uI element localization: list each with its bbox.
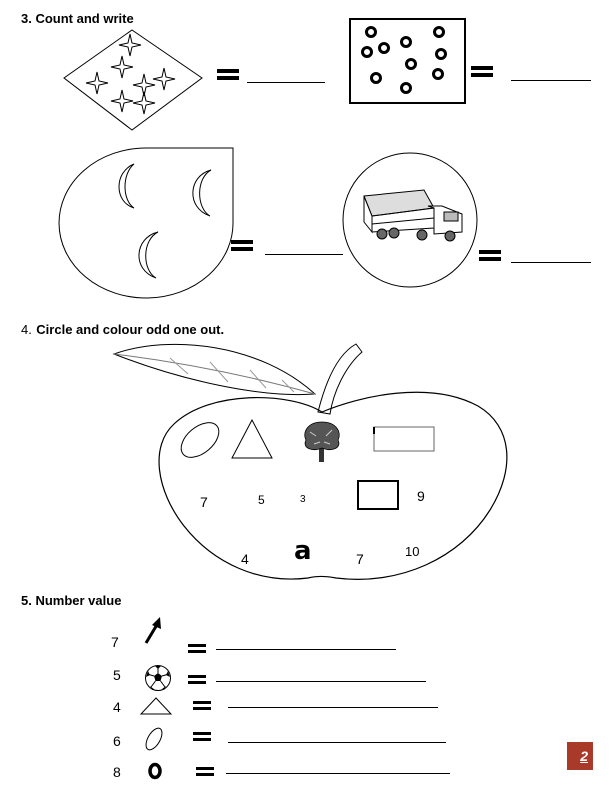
answer-line[interactable] bbox=[511, 80, 591, 81]
answer-line[interactable] bbox=[216, 649, 396, 650]
square-rings-figure bbox=[349, 18, 467, 104]
equals-sign bbox=[231, 240, 253, 251]
triangle-shape[interactable] bbox=[230, 418, 274, 460]
ring-icon bbox=[363, 48, 372, 57]
equals-sign bbox=[196, 767, 214, 776]
star-icon bbox=[153, 68, 175, 90]
apple-number[interactable]: 7 bbox=[356, 551, 364, 567]
ring-icon bbox=[380, 44, 389, 53]
leaf-icon bbox=[114, 344, 315, 394]
section-4-number: 4. bbox=[21, 322, 32, 337]
section-4-heading bbox=[21, 321, 224, 339]
answer-line[interactable] bbox=[265, 254, 343, 255]
ring-icon bbox=[437, 50, 446, 59]
rectangle-shape[interactable] bbox=[372, 424, 436, 454]
oval-shape[interactable] bbox=[177, 419, 223, 461]
apple-letter[interactable]: a bbox=[294, 536, 312, 566]
ring-icon bbox=[372, 74, 381, 83]
page-number-badge: 2 bbox=[567, 742, 593, 770]
teardrop-crescents-figure bbox=[58, 146, 238, 298]
crescent-icon bbox=[139, 232, 158, 278]
apple-number[interactable]: 3 bbox=[300, 494, 306, 505]
oval-icon bbox=[142, 725, 166, 753]
equals-sign bbox=[471, 66, 493, 77]
circle-truck-figure bbox=[342, 152, 478, 288]
ring-icon bbox=[402, 84, 411, 93]
apple-number[interactable]: 10 bbox=[405, 544, 420, 559]
ring-icon bbox=[402, 38, 411, 47]
row-number: 4 bbox=[113, 699, 121, 715]
apple-figure bbox=[110, 340, 530, 590]
answer-line[interactable] bbox=[228, 742, 446, 743]
ring-icon bbox=[407, 60, 416, 69]
apple-number[interactable]: 4 bbox=[241, 551, 249, 567]
arrow-icon bbox=[140, 615, 164, 645]
apple-number[interactable]: 9 bbox=[417, 488, 425, 504]
equals-sign bbox=[193, 732, 211, 741]
section-4-text: Circle and colour odd one out. bbox=[36, 322, 225, 337]
equals-sign bbox=[479, 250, 501, 261]
row-number: 8 bbox=[113, 764, 121, 780]
ring-icon bbox=[435, 28, 444, 37]
row-number: 7 bbox=[111, 634, 119, 650]
answer-line[interactable] bbox=[226, 773, 450, 774]
apple-number[interactable]: 7 bbox=[200, 494, 208, 510]
answer-line[interactable] bbox=[511, 262, 591, 263]
star-icon bbox=[111, 56, 133, 78]
ring-icon bbox=[367, 28, 376, 37]
equals-sign bbox=[188, 644, 206, 653]
answer-line[interactable] bbox=[228, 707, 438, 708]
tree-icon[interactable] bbox=[302, 420, 342, 464]
row-number: 5 bbox=[113, 667, 121, 683]
equals-sign bbox=[217, 69, 239, 80]
square-shape[interactable] bbox=[355, 478, 401, 512]
answer-line[interactable] bbox=[216, 681, 426, 682]
diamond-stars-figure bbox=[62, 28, 210, 133]
ring-icon bbox=[434, 70, 443, 79]
row-number: 6 bbox=[113, 733, 121, 749]
football-icon bbox=[144, 664, 172, 692]
ring-icon bbox=[146, 760, 164, 782]
star-icon bbox=[86, 72, 108, 94]
crescent-icon bbox=[193, 170, 211, 216]
star-icon bbox=[111, 90, 133, 112]
truck-icon bbox=[364, 190, 462, 241]
crescent-icon bbox=[119, 164, 134, 208]
section-3-heading: 3. Count and write bbox=[21, 11, 134, 26]
stem-icon bbox=[318, 344, 362, 414]
equals-sign bbox=[193, 701, 211, 710]
apple-number[interactable]: 5 bbox=[258, 493, 265, 507]
equals-sign bbox=[188, 675, 206, 684]
triangle-icon bbox=[140, 696, 174, 716]
section-5-heading: 5. Number value bbox=[21, 593, 122, 608]
answer-line[interactable] bbox=[247, 82, 325, 83]
